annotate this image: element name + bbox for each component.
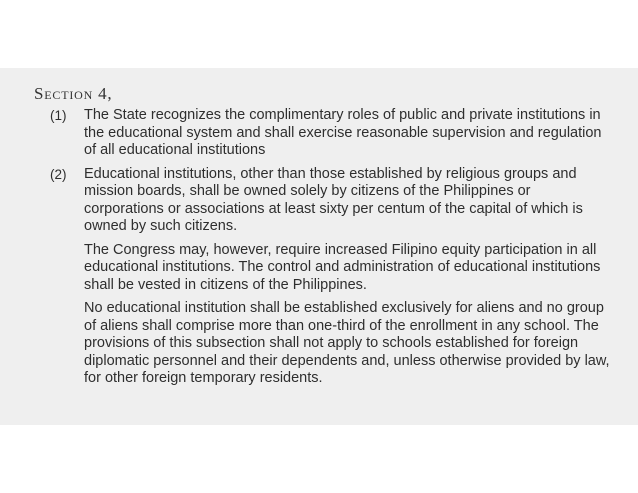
provision-item-2 <box>50 166 610 388</box>
provision-item-1 <box>50 107 610 160</box>
provision-body <box>84 107 610 160</box>
provision-paragraph: The Congress may, however, require increased Filipino equity participation in all educational institutions. The control and administration of educational institutions shall be vested in citizens of the Philippines. <box>84 241 601 293</box>
provision-list <box>50 107 610 394</box>
provision-paragraph: Educational institutions, other than those established by religious groups and mission boards, shall be owned solely by citizens of the Philippines or corporations or associations at least sixty per centum of the capital of which is owned by such citizens. <box>84 165 583 234</box>
provision-paragraph: No educational institution shall be established exclusively for aliens and no group of aliens shall comprise more than one-third of the enrollment in any school. The provisions of this subsection shall not apply to schools established for foreign diplomatic personnel and their dependents and, unless otherwise provided by law, for other foreign temporary residents. <box>84 300 610 386</box>
provision-number: (2) <box>50 166 67 182</box>
section-title: Section 4, <box>34 84 113 103</box>
provision-paragraph: The State recognizes the complimentary roles of public and private institutions in the educational system and shall exercise reasonable supervision and regulation of all educational institutions <box>84 107 602 158</box>
provision-number: (1) <box>50 108 67 123</box>
provision-body <box>84 166 610 388</box>
